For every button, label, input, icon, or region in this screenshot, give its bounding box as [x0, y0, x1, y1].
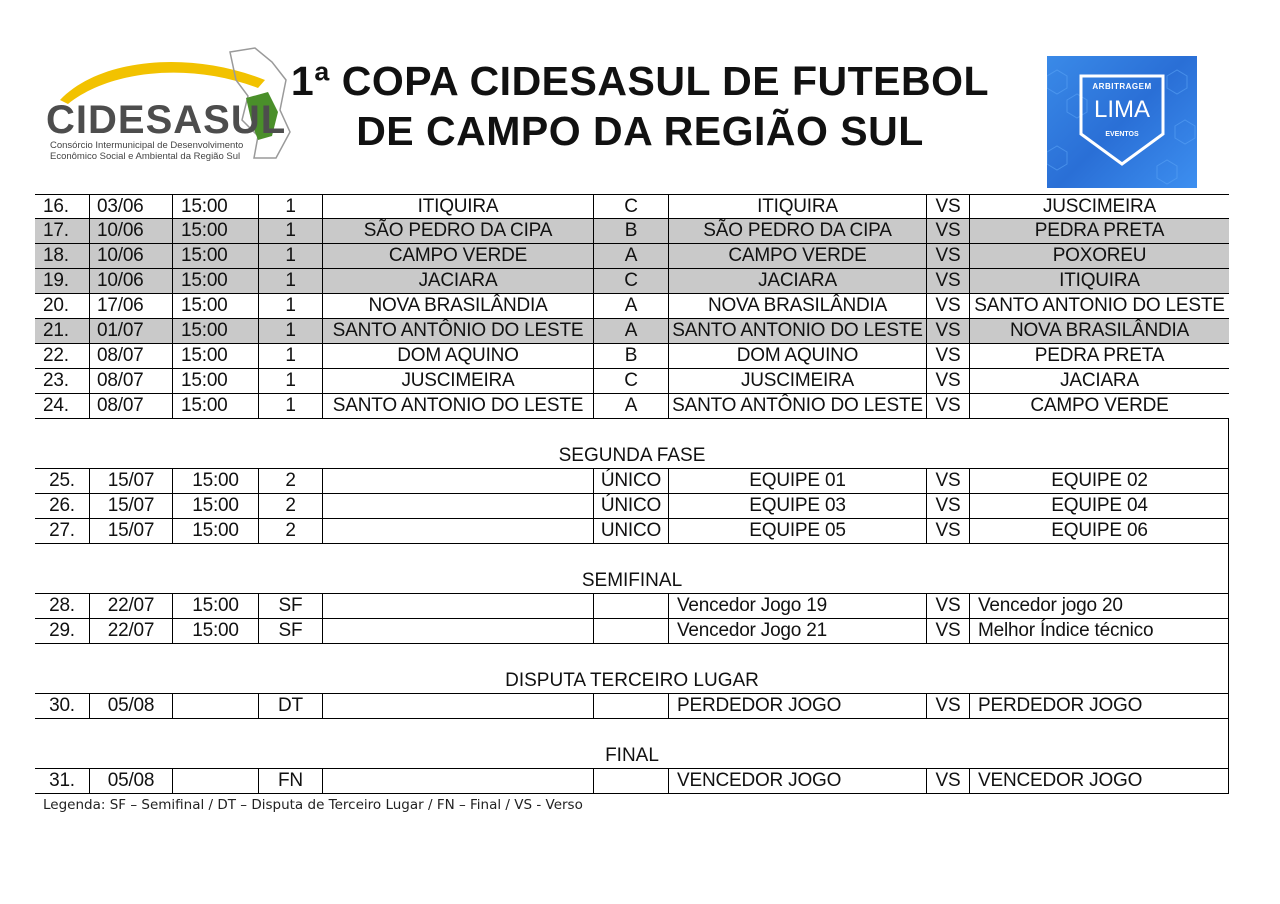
- match-time: 15:00: [173, 619, 259, 643]
- table-row: [35, 469, 1229, 494]
- table-row: [35, 769, 1229, 794]
- home-team: EQUIPE 05: [669, 519, 927, 543]
- vs-label: VS: [927, 369, 970, 393]
- match-time: 15:00: [173, 394, 259, 418]
- home-team: ITIQUIRA: [669, 195, 927, 218]
- match-number: 21.: [35, 319, 90, 343]
- match-venue: [323, 619, 594, 643]
- vs-label: VS: [927, 619, 970, 643]
- match-venue: [323, 469, 594, 493]
- match-date: 05/08: [90, 694, 173, 718]
- match-venue: ITIQUIRA: [323, 195, 594, 218]
- match-phase: FN: [259, 769, 323, 793]
- match-number: 19.: [35, 269, 90, 293]
- match-phase: 1: [259, 244, 323, 268]
- table-row: [35, 394, 1229, 419]
- phase-header-terceiro: [35, 644, 1229, 694]
- match-date: 08/07: [90, 344, 173, 368]
- match-date: 15/07: [90, 469, 173, 493]
- match-date: 08/07: [90, 394, 173, 418]
- table-row: [35, 194, 1229, 219]
- home-team: Vencedor Jogo 19: [669, 594, 927, 618]
- match-phase: 2: [259, 494, 323, 518]
- table-row: [35, 694, 1229, 719]
- match-number: 17.: [35, 219, 90, 243]
- vs-label: VS: [927, 519, 970, 543]
- vs-label: VS: [927, 219, 970, 243]
- match-date: 10/06: [90, 269, 173, 293]
- away-team: EQUIPE 06: [1051, 520, 1148, 541]
- phase-header-segunda: [35, 419, 1229, 469]
- away-team: CAMPO VERDE: [1030, 395, 1169, 416]
- table-row: [35, 519, 1229, 544]
- away-team: EQUIPE 04: [1051, 495, 1148, 516]
- match-time: 15:00: [173, 519, 259, 543]
- match-time: 15:00: [173, 195, 259, 218]
- home-team: Vencedor Jogo 21: [669, 619, 927, 643]
- home-team: SANTO ANTONIO DO LESTE: [669, 319, 927, 343]
- vs-label: VS: [927, 294, 970, 318]
- match-time: 15:00: [173, 269, 259, 293]
- match-phase: 1: [259, 319, 323, 343]
- badge-bottom-text: EVENTOS: [1105, 131, 1139, 138]
- match-group: ÚNICO: [594, 469, 669, 493]
- schedule-table: [35, 194, 1229, 794]
- match-time: 15:00: [173, 494, 259, 518]
- logo-subtitle-2: Econômico Social e Ambiental da Região Sul: [50, 151, 241, 162]
- match-venue: JUSCIMEIRA: [323, 369, 594, 393]
- match-date: 15/07: [90, 494, 173, 518]
- match-time: 15:00: [173, 244, 259, 268]
- home-team: SÃO PEDRO DA CIPA: [669, 219, 927, 243]
- match-time: 15:00: [173, 369, 259, 393]
- match-number: 28.: [35, 594, 90, 618]
- match-phase: 1: [259, 394, 323, 418]
- first-phase-block: [35, 194, 1229, 419]
- lima-badge: [1047, 56, 1197, 188]
- match-date: 01/07: [90, 319, 173, 343]
- match-venue: DOM AQUINO: [323, 344, 594, 368]
- phase-header-semifinal: [35, 544, 1229, 594]
- vs-label: VS: [927, 394, 970, 418]
- match-date: 03/06: [90, 195, 173, 218]
- away-team: PEDRA PRETA: [1034, 345, 1165, 366]
- home-team: EQUIPE 01: [669, 469, 927, 493]
- match-group: A: [594, 319, 669, 343]
- away-team: EQUIPE 02: [1051, 470, 1148, 491]
- match-time: 15:00: [173, 344, 259, 368]
- vs-label: VS: [927, 269, 970, 293]
- match-time: 15:00: [173, 294, 259, 318]
- match-date: 10/06: [90, 219, 173, 243]
- match-number: 30.: [35, 694, 90, 718]
- legend-text: Legenda: SF – Semifinal / DT – Disputa de Terceiro Lugar / FN – Final / VS - Verso: [43, 797, 583, 813]
- badge-main-text: LIMA: [1093, 96, 1150, 123]
- match-group: C: [594, 269, 669, 293]
- match-venue: CAMPO VERDE: [323, 244, 594, 268]
- table-right-border: [1228, 419, 1229, 794]
- match-phase: SF: [259, 619, 323, 643]
- vs-label: VS: [927, 769, 970, 793]
- vs-label: VS: [927, 244, 970, 268]
- away-team: PERDEDOR JOGO: [978, 695, 1143, 716]
- phase-label-final: FINAL: [605, 745, 659, 766]
- away-team: JUSCIMEIRA: [1042, 196, 1157, 217]
- home-team: SANTO ANTÔNIO DO LESTE: [669, 394, 927, 418]
- match-time: 15:00: [173, 469, 259, 493]
- match-number: 23.: [35, 369, 90, 393]
- match-number: 31.: [35, 769, 90, 793]
- phase-header-final: [35, 719, 1229, 769]
- match-venue: SANTO ANTÔNIO DO LESTE: [323, 319, 594, 343]
- match-date: 08/07: [90, 369, 173, 393]
- match-venue: [323, 594, 594, 618]
- phase-label-segunda: SEGUNDA FASE: [558, 445, 706, 466]
- home-team: NOVA BRASILÂNDIA: [669, 294, 927, 318]
- semifinal-block: [35, 594, 1229, 644]
- match-group: [594, 694, 669, 718]
- match-number: 16.: [35, 195, 90, 218]
- match-date: 22/07: [90, 619, 173, 643]
- vs-label: VS: [927, 494, 970, 518]
- table-row: [35, 219, 1229, 244]
- match-number: 29.: [35, 619, 90, 643]
- match-venue: [323, 519, 594, 543]
- match-number: 25.: [35, 469, 90, 493]
- match-group: [594, 594, 669, 618]
- vs-label: VS: [927, 195, 970, 218]
- match-venue: [323, 494, 594, 518]
- match-time: [173, 694, 259, 718]
- match-venue: SÃO PEDRO DA CIPA: [323, 219, 594, 243]
- match-number: 27.: [35, 519, 90, 543]
- match-time: 15:00: [173, 219, 259, 243]
- match-group: B: [594, 219, 669, 243]
- home-team: DOM AQUINO: [669, 344, 927, 368]
- table-row: [35, 344, 1229, 369]
- away-team: JACIARA: [1060, 370, 1139, 391]
- match-venue: SANTO ANTONIO DO LESTE: [323, 394, 594, 418]
- match-phase: DT: [259, 694, 323, 718]
- table-row: [35, 369, 1229, 394]
- home-team: JUSCIMEIRA: [669, 369, 927, 393]
- table-row: [35, 294, 1229, 319]
- logo-wordmark: CIDESASUL: [46, 98, 287, 142]
- match-date: 05/08: [90, 769, 173, 793]
- away-team: PEDRA PRETA: [1034, 220, 1165, 241]
- match-date: 22/07: [90, 594, 173, 618]
- phase-label-semifinal: SEMIFINAL: [581, 570, 683, 591]
- table-row: [35, 319, 1229, 344]
- match-number: 20.: [35, 294, 90, 318]
- title-line-1: 1ª COPA CIDESASUL DE FUTEBOL: [290, 58, 990, 104]
- match-phase: 1: [259, 344, 323, 368]
- match-venue: [323, 769, 594, 793]
- match-phase: 1: [259, 294, 323, 318]
- logo-subtitle-1: Consórcio Intermunicipal de Desenvolvimento: [50, 140, 244, 151]
- match-group: A: [594, 394, 669, 418]
- match-venue: [323, 694, 594, 718]
- table-row: [35, 494, 1229, 519]
- segunda-fase-block: [35, 469, 1229, 544]
- match-group: [594, 619, 669, 643]
- vs-label: VS: [927, 469, 970, 493]
- match-number: 18.: [35, 244, 90, 268]
- match-phase: 2: [259, 469, 323, 493]
- match-group: UNICO: [594, 519, 669, 543]
- match-phase: 2: [259, 519, 323, 543]
- match-group: [594, 769, 669, 793]
- match-time: 15:00: [173, 319, 259, 343]
- match-group: A: [594, 244, 669, 268]
- home-team: EQUIPE 03: [669, 494, 927, 518]
- terceiro-block: [35, 694, 1229, 719]
- match-phase: 1: [259, 269, 323, 293]
- match-number: 22.: [35, 344, 90, 368]
- away-team: NOVA BRASILÂNDIA: [1009, 320, 1190, 341]
- final-block: [35, 769, 1229, 794]
- vs-label: VS: [927, 319, 970, 343]
- match-phase: 1: [259, 219, 323, 243]
- away-team: Vencedor jogo 20: [978, 595, 1123, 616]
- match-group: ÚNICO: [594, 494, 669, 518]
- match-phase: SF: [259, 594, 323, 618]
- badge-top-text: ARBITRAGEM: [1092, 82, 1152, 91]
- table-row: [35, 594, 1229, 619]
- table-row: [35, 619, 1229, 644]
- title-line-2: DE CAMPO DA REGIÃO SUL: [356, 108, 924, 154]
- away-team: ITIQUIRA: [1059, 270, 1140, 291]
- vs-label: VS: [927, 344, 970, 368]
- match-phase: 1: [259, 369, 323, 393]
- away-team: VENCEDOR JOGO: [978, 770, 1143, 791]
- match-date: 15/07: [90, 519, 173, 543]
- match-group: B: [594, 344, 669, 368]
- home-team: JACIARA: [669, 269, 927, 293]
- match-group: C: [594, 195, 669, 218]
- table-row: [35, 269, 1229, 294]
- match-group: A: [594, 294, 669, 318]
- home-team: VENCEDOR JOGO: [669, 769, 927, 793]
- home-team: CAMPO VERDE: [669, 244, 927, 268]
- match-phase: 1: [259, 195, 323, 218]
- match-number: 26.: [35, 494, 90, 518]
- match-venue: NOVA BRASILÂNDIA: [323, 294, 594, 318]
- match-number: 24.: [35, 394, 90, 418]
- match-date: 10/06: [90, 244, 173, 268]
- match-group: C: [594, 369, 669, 393]
- home-team: PERDEDOR JOGO: [669, 694, 927, 718]
- match-time: 15:00: [173, 594, 259, 618]
- away-team: SANTO ANTONIO DO LESTE: [974, 295, 1225, 316]
- match-time: [173, 769, 259, 793]
- match-date: 17/06: [90, 294, 173, 318]
- away-team: Melhor Índice técnico: [978, 620, 1154, 641]
- vs-label: VS: [927, 594, 970, 618]
- page-title: [270, 56, 1010, 156]
- vs-label: VS: [927, 694, 970, 718]
- table-row: [35, 244, 1229, 269]
- match-venue: JACIARA: [323, 269, 594, 293]
- phase-label-terceiro: DISPUTA TERCEIRO LUGAR: [505, 670, 759, 691]
- away-team: POXOREU: [1052, 245, 1147, 266]
